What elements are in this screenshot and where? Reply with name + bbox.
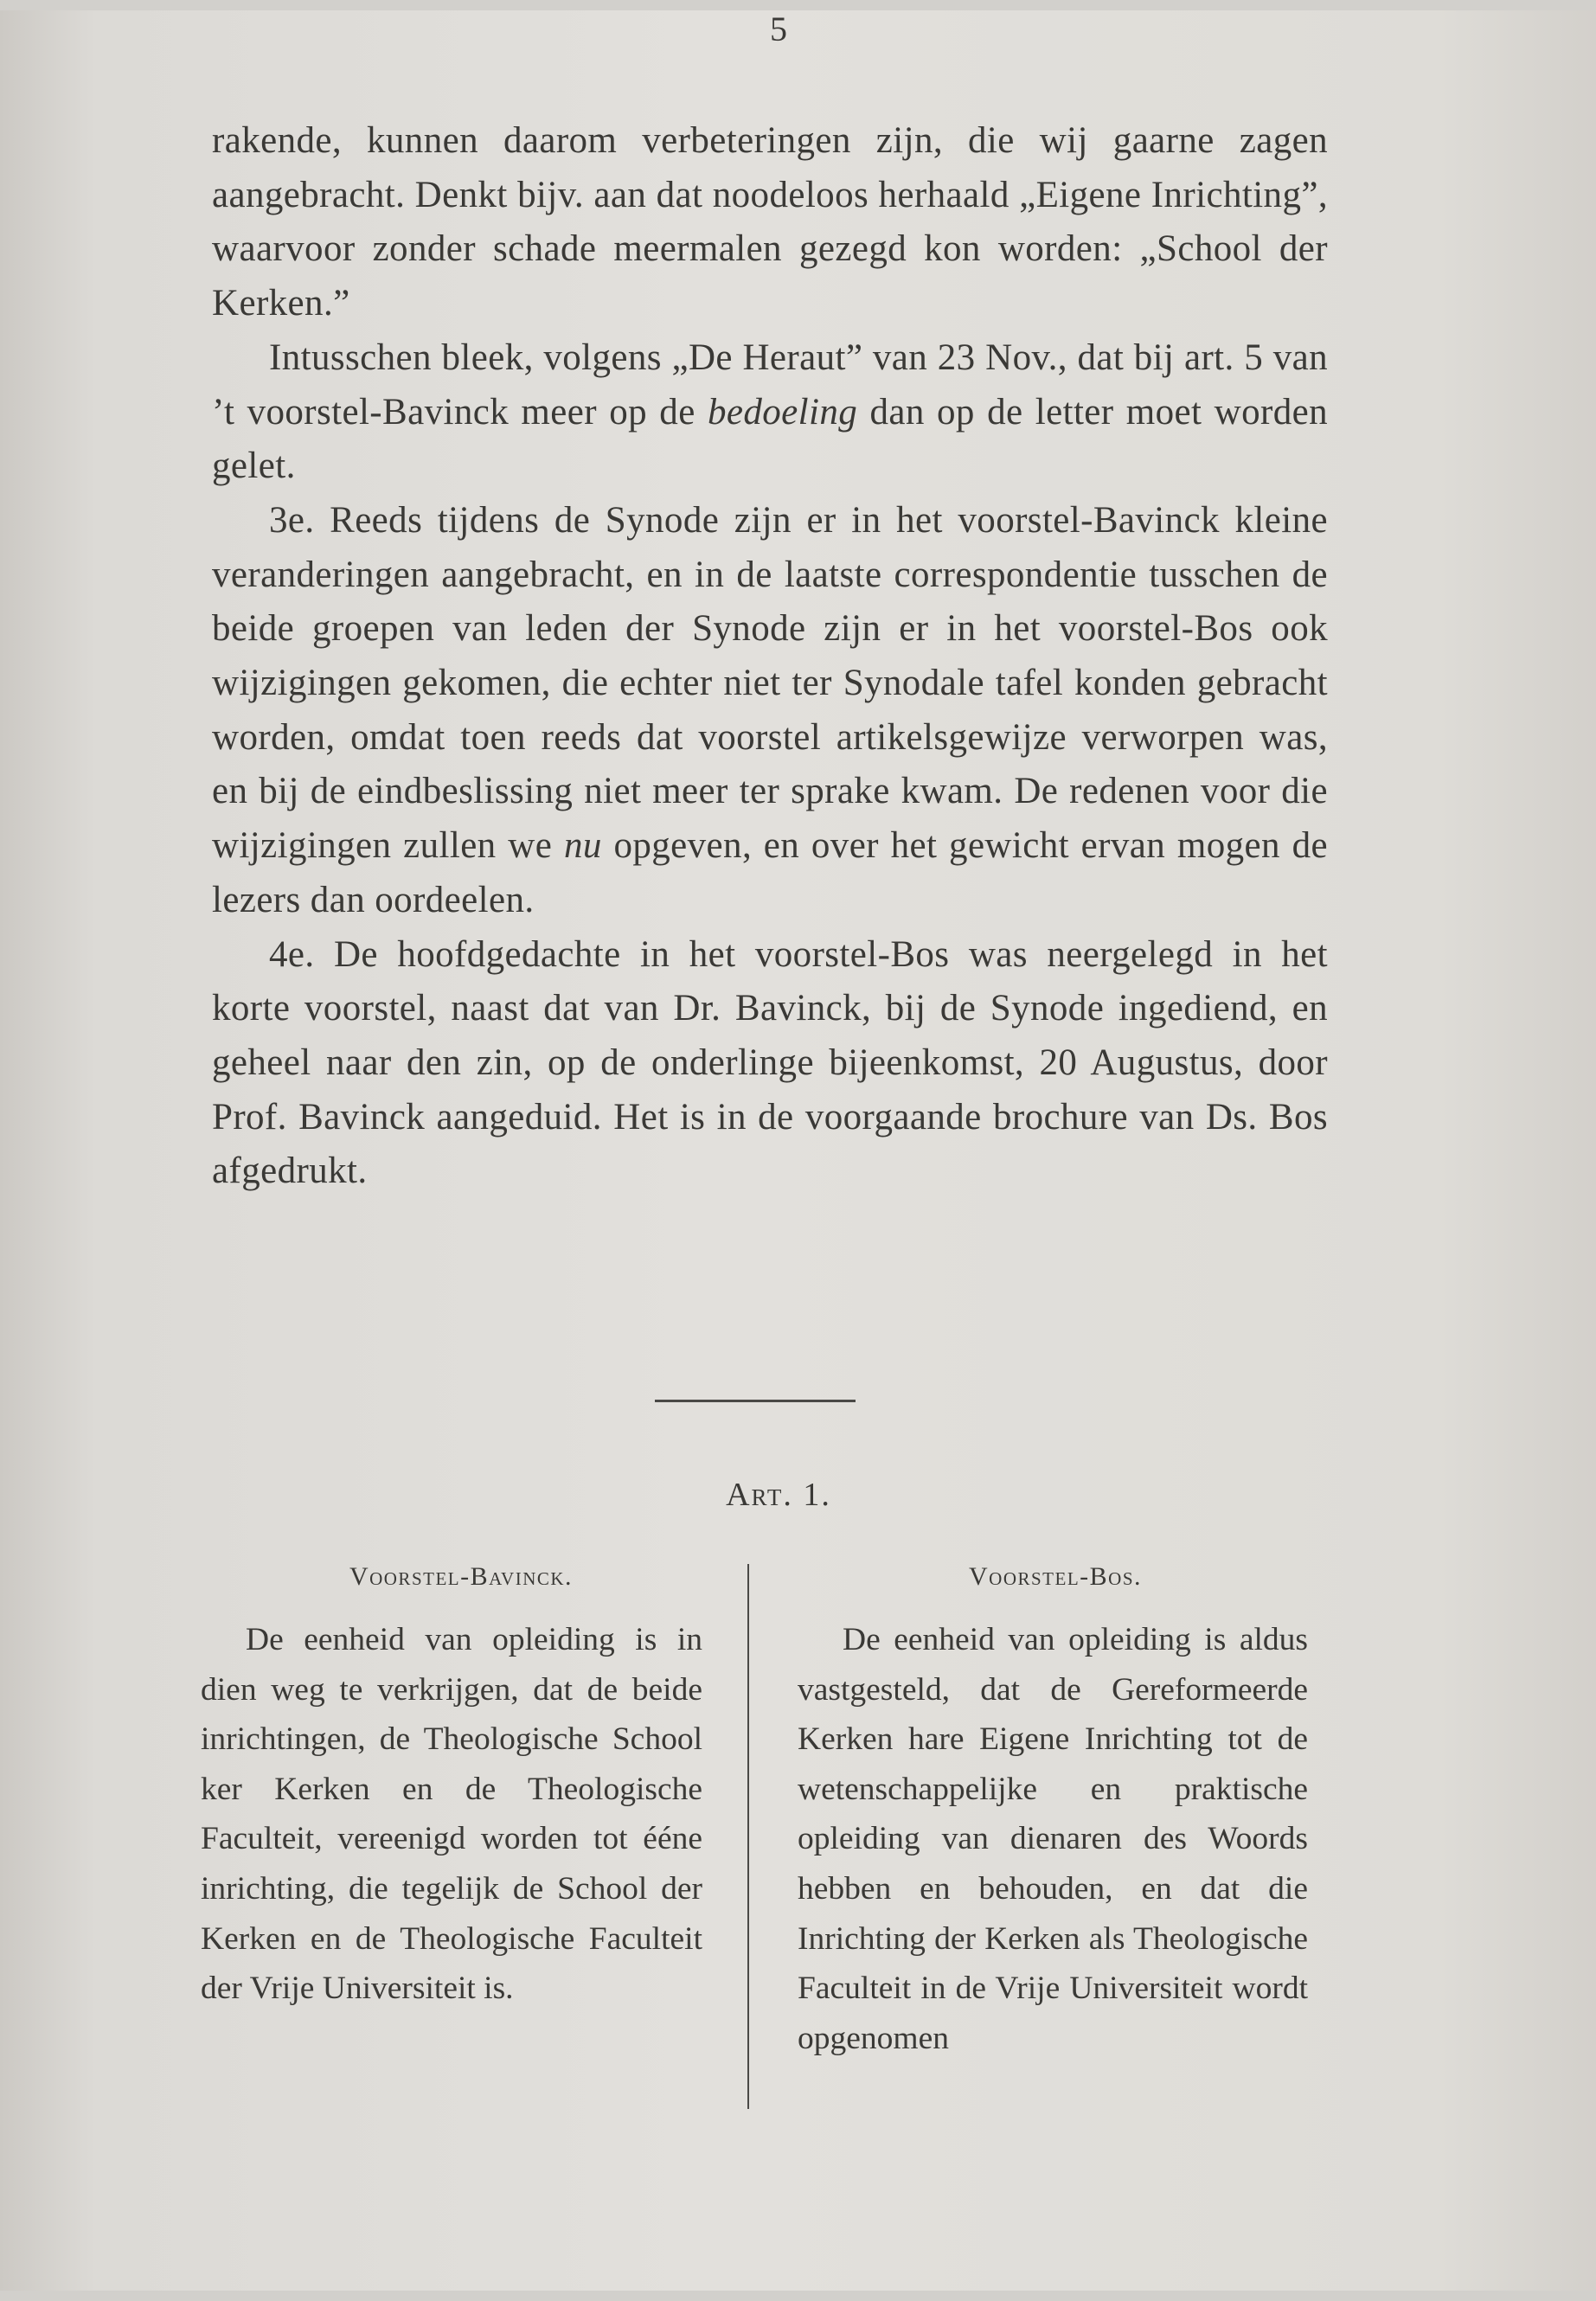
book-page	[0, 10, 1596, 2291]
left-column-heading: Voorstel-Bavinck.	[349, 1562, 574, 1591]
page-number: 5	[770, 10, 787, 48]
left-column-text: De eenheid van opleiding is in dien weg te verkrijgen, dat de beide inrichtingen, de Theologische School ker Kerken en de Theologische Faculteit, vereenigd worden tot ééne inrichting, die tegelijk de School der Kerken en de Theologische Faculteit der Vrije Universiteit is.	[201, 1622, 702, 2007]
paragraph-2-text-end: dan op de letter moet worden gelet.	[212, 391, 1328, 487]
paragraph-4: 4e. De hoofdgedachte in het voorstel-Bos was neergelegd in het korte voorstel, naast dat van Dr. Bavinck, bij de Synode ingediend, en geheel naar den zin, op de onderlinge bijeenkomst, 20 Augustus, door Prof. Bavinck aangeduid. Het is in de voorgaande brochure van Ds. Bos afgedrukt.	[212, 933, 1328, 1192]
right-column	[798, 1615, 1308, 2063]
paragraph-3	[212, 494, 1328, 928]
left-column	[201, 1615, 702, 2014]
paragraph-2-italic: bedoeling	[707, 391, 858, 433]
paragraph-3-text-end: opgeven, en over het gewicht ervan mogen de lezers dan oordeelen.	[212, 825, 1329, 920]
paragraph-3-italic: nu	[563, 825, 602, 867]
right-column-text: De eenheid van opleiding is aldus vastgesteld, dat de Gereformeerde Kerken hare Eigene Inrichting tot de wetenschappelijke en praktische opleiding van dienaren des Woords hebben en behouden, en dat die Inrichting der Kerken als Theologische Faculteit in de Vrije Universiteit wordt opgenomen	[798, 1622, 1308, 2056]
body-text	[212, 114, 1328, 1199]
paragraph-1: rakende, kunnen daarom verbeteringen zijn, die wij gaarne zagen aangebracht. Denkt bijv. aan dat noodeloos herhaald „Eigene Inrichting”, waarvoor zonder schade meermalen gezegd kon worden: „School der Kerken.”	[212, 120, 1328, 324]
paragraph-3-text: 3e. Reeds tijdens de Synode zijn er in het voorstel-Bavinck kleine veranderingen aangebracht, en in de laatste correspondentie tusschen de beide groepen van leden der Synode zijn er in het voorstel-Bos ook wijzigingen gekomen, die echter niet ter Synodale tafel konden gebracht worden, omdat toen reeds dat voorstel artikelsgewijze verworpen was, en bij de eindbeslissing niet meer ter sprake kwam. De redenen voor die wijzigingen zullen we	[212, 499, 1328, 867]
column-divider	[747, 1564, 749, 2109]
section-divider-rule	[655, 1400, 856, 1402]
paragraph-2	[212, 331, 1328, 494]
right-column-heading: Voorstel-Bos.	[968, 1562, 1142, 1591]
paragraph-2-text: Intusschen bleek, volgens „De Heraut” van 23 Nov., dat bij art. 5 van ’t voorstel-Bavinck meer op de	[212, 336, 1328, 433]
article-heading: Art. 1.	[726, 1477, 831, 1513]
